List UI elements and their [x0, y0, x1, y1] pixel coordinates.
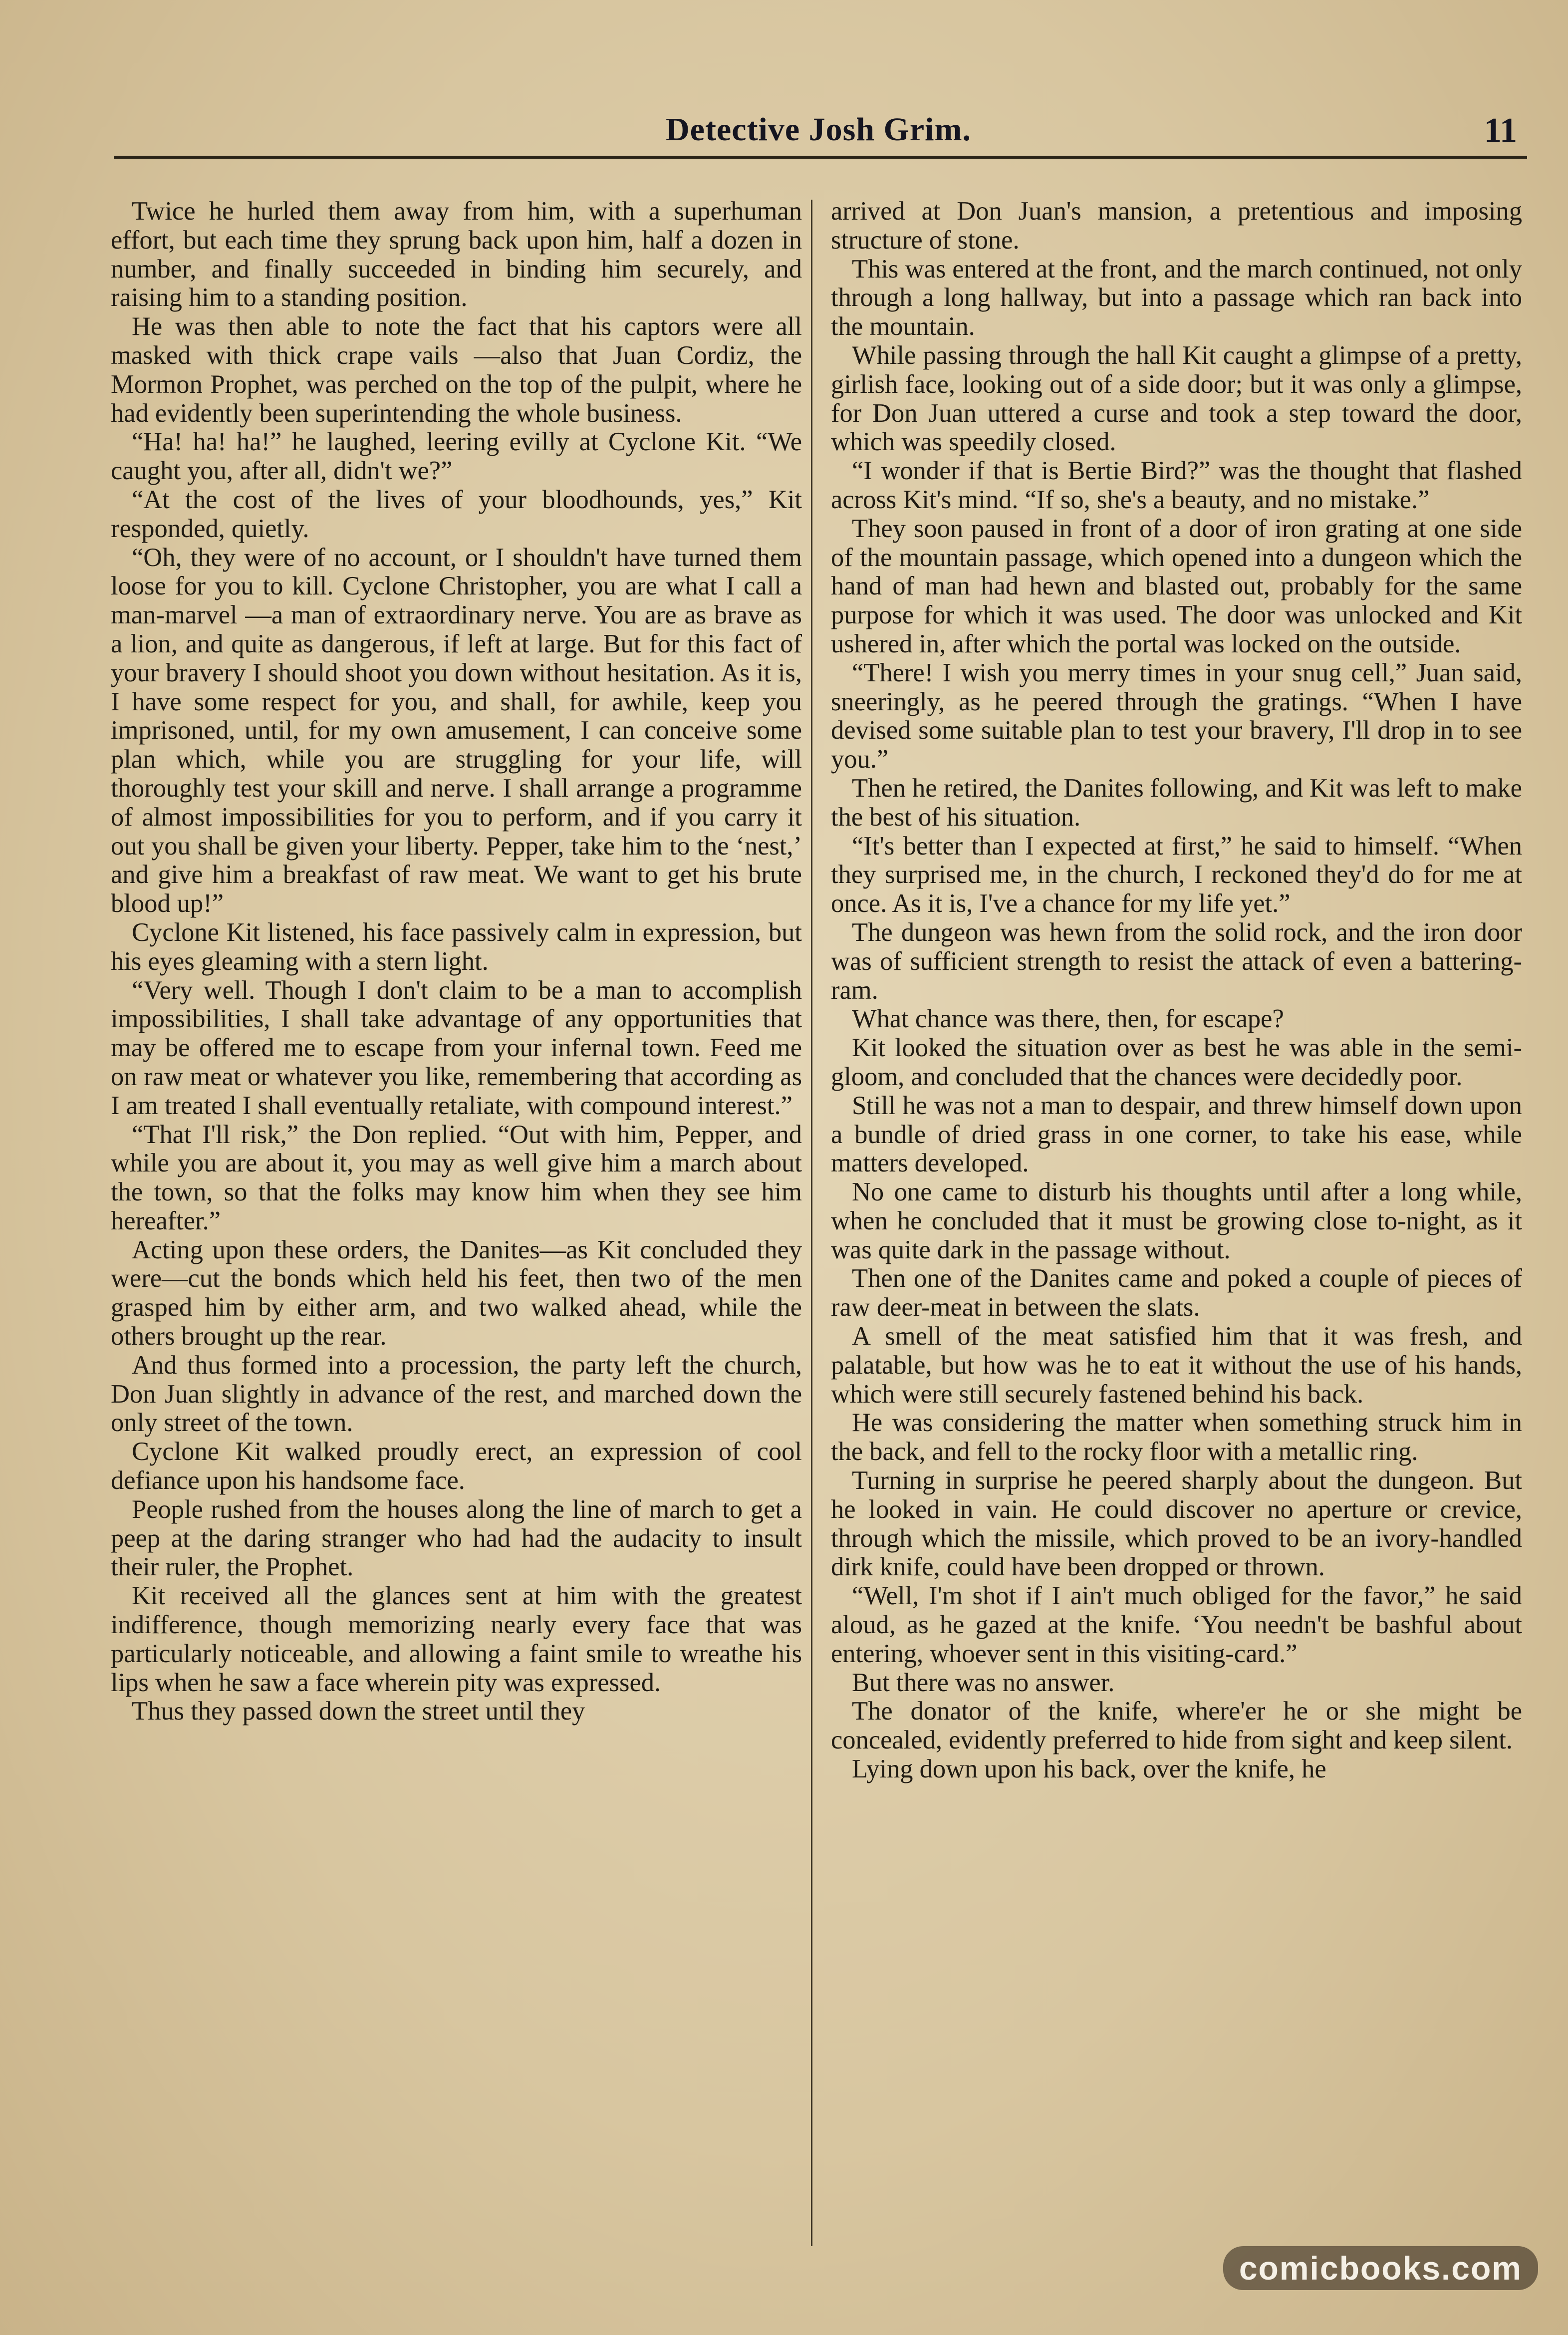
- paragraph: “Very well. Though I don't claim to be a man to accomplish impossibilities, I shall take advantage of any opportunities that may be offered me to escape from your infernal town. Feed me on raw meat or whatever you like, remembering that according as I am treated I shall eventually retaliate, with compound interest.”: [111, 975, 802, 1120]
- paragraph: A smell of the meat satisfied him that it was fresh, and palatable, but how was he to eat it without the use of his hands, which were still securely fastened behind his back.: [831, 1322, 1522, 1409]
- paragraph: “There! I wish you merry times in your snug cell,” Juan said, sneeringly, as he peered through the gratings. “When I have devised some suitable plan to test your bravery, I'll drop in to see you.”: [831, 658, 1522, 774]
- paragraph: Still he was not a man to despair, and threw himself down upon a bundle of dried grass in one corner, to take his ease, while matters developed.: [831, 1091, 1522, 1178]
- paragraph: The dungeon was hewn from the solid rock, and the iron door was of sufficient strength to resist the attack of even a battering-ram.: [831, 917, 1522, 1005]
- paragraph: “I wonder if that is Bertie Bird?” was the thought that flashed across Kit's mind. “If so, she's a beauty, and no mistake.”: [831, 456, 1522, 514]
- paragraph: He was considering the matter when something struck him in the back, and fell to the rocky floor with a metallic ring.: [831, 1408, 1522, 1466]
- paragraph: While passing through the hall Kit caught a glimpse of a pretty, girlish face, looking out of a side door; but it was only a glimpse, for Don Juan uttered a curse and took a step toward the door, which was speedily closed.: [831, 340, 1522, 457]
- paragraph: “Oh, they were of no account, or I shouldn't have turned them loose for you to kill. Cyclone Christopher, you are what I call a man-marvel —a man of extraordinary nerve. You are as brave as a lion, and quite as dangerous, if left at large. But for this fact of your bravery I should shoot you down without hesitation. As it is, I have some respect for you, and shall, for awhile, keep you imprisoned, until, for my own amusement, I can conceive some plan which, while you are struggling for your life, will thoroughly test your skill and nerve. I shall arrange a programme of almost impossibilities for you to perform, and if you carry it out you shall be given your liberty. Pepper, take him to the ‘nest,’ and give him a breakfast of raw meat. We want to get his brute blood up!”: [111, 543, 802, 918]
- running-header: [120, 111, 1517, 161]
- paragraph: Then one of the Danites came and poked a couple of pieces of raw deer-meat in between the slats.: [831, 1264, 1522, 1322]
- paragraph: Kit received all the glances sent at him with the greatest indifference, though memorizing nearly every face that was particularly noticeable, and allowing a faint smile to wreathe his lips when he saw a face wherein pity was expressed.: [111, 1581, 802, 1697]
- paragraph: “At the cost of the lives of your bloodhounds, yes,” Kit responded, quietly.: [111, 485, 802, 543]
- paragraph: “Well, I'm shot if I ain't much obliged for the favor,” he said aloud, as he gazed at the knife. ‘You needn't be bashful about entering, whoever sent in this visiting-card.”: [831, 1581, 1522, 1668]
- paragraph: “That I'll risk,” the Don replied. “Out with him, Pepper, and while you are about it, you may as well give him a march about the town, so that the folks may know him when they see him hereafter.”: [111, 1120, 802, 1235]
- paragraph-continued: arrived at Don Juan's mansion, a pretentious and imposing structure of stone.: [831, 197, 1522, 255]
- paragraph: Then he retired, the Danites following, and Kit was left to make the best of his situation.: [831, 773, 1522, 832]
- paragraph: Lying down upon his back, over the knife, he: [852, 1754, 1326, 1784]
- paragraph: The donator of the knife, where'er he or she might be concealed, evidently preferred to hide from sight and keep silent.: [831, 1697, 1522, 1755]
- paragraph: He was then able to note the fact that his captors were all masked with thick crape vails —also that Juan Cordiz, the Mormon Prophet, was perched on the top of the pulpit, where he had evidently been superintending the whole business.: [111, 312, 802, 428]
- paragraph: Cyclone Kit listened, his face passively calm in expression, but his eyes gleaming with a stern light.: [111, 917, 802, 976]
- paragraph: People rushed from the houses along the line of march to get a peep at the daring stranger who had had the audacity to insult their ruler, the Prophet.: [111, 1494, 802, 1582]
- paragraph: Kit looked the situation over as best he was able in the semi-gloom, and concluded that the chances were decidedly poor.: [831, 1033, 1522, 1091]
- paragraph: What chance was there, then, for escape?: [852, 1004, 1284, 1034]
- paragraph: “Ha! ha! ha!” he laughed, leering evilly at Cyclone Kit. “We caught you, after all, didn't we?”: [111, 427, 802, 486]
- column-divider: [811, 200, 812, 2246]
- paragraph: This was entered at the front, and the march continued, not only through a long hallway, but into a passage which ran back into the mountain.: [831, 254, 1522, 341]
- paragraph: Acting upon these orders, the Danites—as Kit concluded they were—cut the bonds which held his feet, then two of the men grasped him by either arm, and two walked ahead, while the others brought up the rear.: [111, 1235, 802, 1351]
- right-column: [831, 197, 1522, 2294]
- paragraph: And thus formed into a procession, the party left the church, Don Juan slightly in advance of the rest, and marched down the only street of the town.: [111, 1350, 802, 1438]
- paragraph: Cyclone Kit walked proudly erect, an expression of cool defiance upon his handsome face.: [111, 1437, 802, 1495]
- paragraph: Thus they passed down the street until they: [132, 1697, 585, 1726]
- paragraph: No one came to disturb his thoughts until after a long while, when he concluded that it must be growing close to-night, as it was quite dark in the passage without.: [831, 1177, 1522, 1264]
- left-column: [111, 197, 802, 2294]
- paragraph: But there was no answer.: [852, 1668, 1115, 1697]
- running-title: Detective Josh Grim.: [666, 111, 971, 148]
- header-rule: [114, 156, 1527, 159]
- paragraph: They soon paused in front of a door of iron grating at one side of the mountain passage, which opened into a dungeon which the hand of man had hewn and blasted out, probably for the same purpose for which it was used. The door was unlocked and Kit ushered in, after which the portal was locked on the outside.: [831, 514, 1522, 658]
- watermark-logo: comicbooks.com: [1223, 2246, 1538, 2290]
- paragraph: Twice he hurled them away from him, with a superhuman effort, but each time they sprung back upon him, half a dozen in number, and finally succeeded in binding him securely, and raising him to a standing position.: [111, 197, 802, 312]
- page-number: 11: [1484, 111, 1517, 150]
- paragraph: “It's better than I expected at first,” he said to himself. “When they surprised me, in the church, I reckoned they'd do for me at once. As it is, I've a chance for my life yet.”: [831, 831, 1522, 918]
- paragraph: Turning in surprise he peered sharply about the dungeon. But he looked in vain. He could discover no aperture or crevice, through which the missile, which proved to be an ivory-handled dirk knife, could have been dropped or thrown.: [831, 1466, 1522, 1582]
